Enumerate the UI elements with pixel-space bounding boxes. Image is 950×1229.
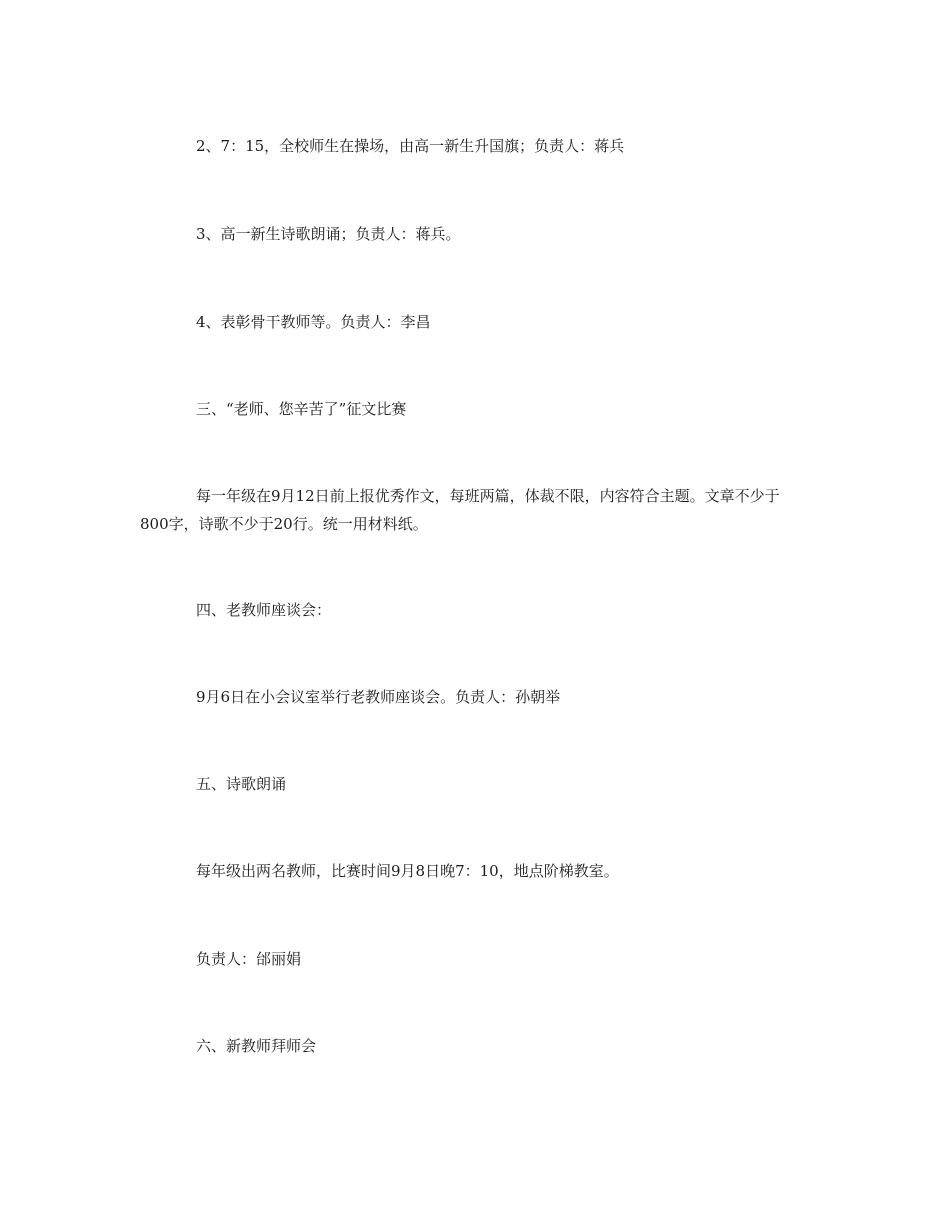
section-heading-teacher-forum: 四、老教师座谈会： — [196, 601, 332, 619]
section-heading-new-teacher-ceremony: 六、新教师拜师会 — [196, 1037, 317, 1055]
section-heading-poetry-recital: 五、诗歌朗诵 — [196, 775, 287, 793]
poetry-recital-owner: 负责人：邰丽娟 — [196, 950, 302, 968]
teacher-forum-paragraph: 9月6日在小会议室举行老教师座谈会。负责人：孙朝举 — [196, 688, 561, 706]
item-poetry-recital: 3、高一新生诗歌朗诵；负责人：蒋兵。 — [196, 225, 461, 243]
essay-contest-paragraph: 每一年级在9月12日前上报优秀作文，每班两篇，体裁不限，内容符合主题。文章不少于800字，诗歌不少于20行。统一用材料纸。 — [140, 487, 780, 533]
poetry-recital-paragraph: 每年级出两名教师，比赛时间9月8日晚7：10，地点阶梯教室。 — [196, 862, 619, 880]
item-commendation: 4、表彰骨干教师等。负责人：李昌 — [196, 313, 431, 331]
section-heading-essay-contest: 三、“老师、您辛苦了”征文比赛 — [196, 400, 407, 418]
item-flag-raising: 2、7：15，全校师生在操场，由高一新生升国旗；负责人：蒋兵 — [196, 137, 625, 155]
